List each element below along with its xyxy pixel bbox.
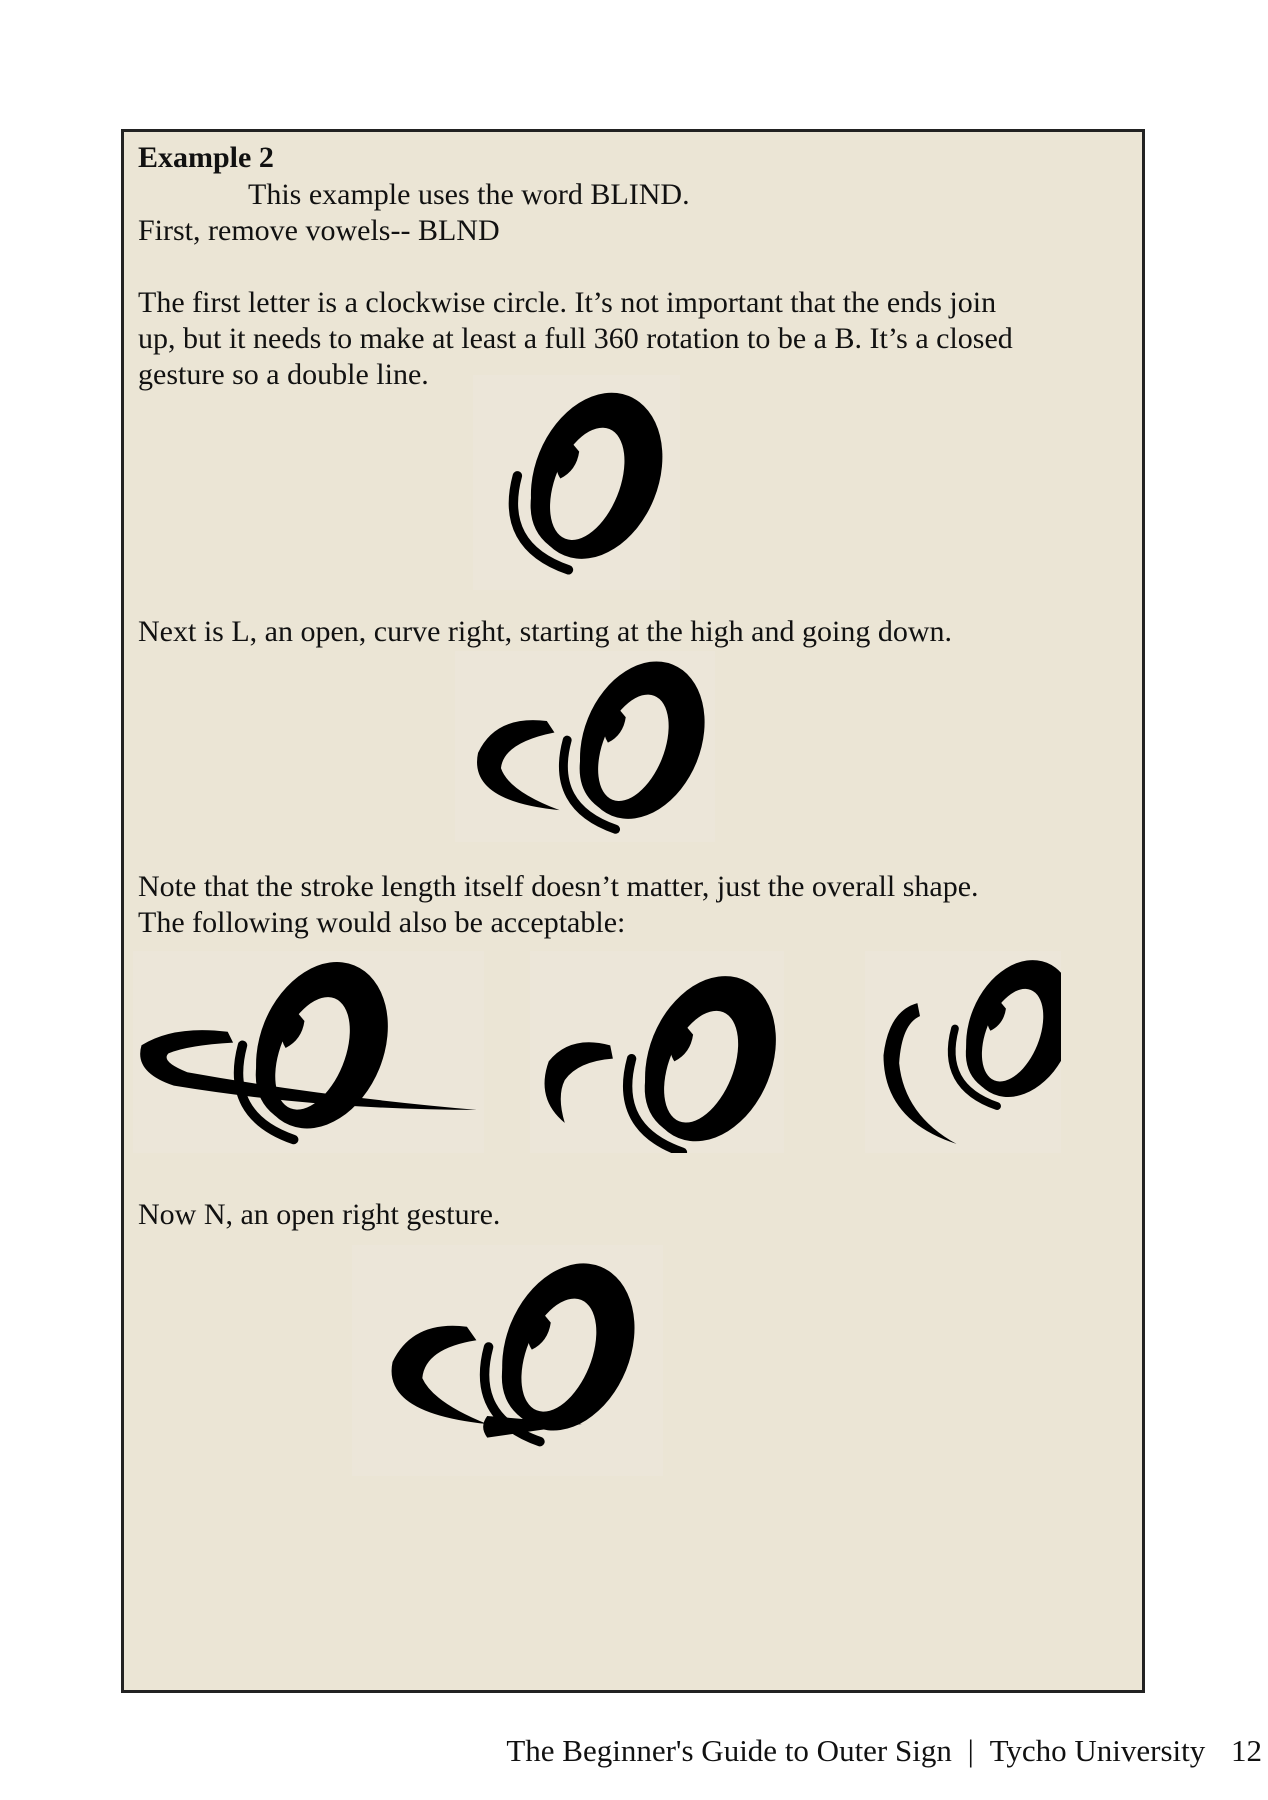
para-note-line-2: The following would also be acceptable: xyxy=(138,906,626,939)
footer-separator: | xyxy=(967,1733,974,1768)
gesture-b-figure xyxy=(473,375,680,590)
para-b-line-1: The first letter is a clockwise circle. It’s not important that the ends join xyxy=(138,286,997,319)
page-number: 12 xyxy=(1231,1733,1262,1768)
page-footer xyxy=(498,1733,1262,1769)
gesture-bl-figure xyxy=(455,651,715,842)
footer-publisher: Tycho University xyxy=(989,1733,1206,1768)
remove-vowels-text: First, remove vowels-- BLND xyxy=(138,214,500,247)
para-l-text: Next is L, an open, curve right, starting at the high and going down. xyxy=(138,615,952,648)
intro-text: This example uses the word BLIND. xyxy=(248,178,690,211)
gesture-bl-long-figure xyxy=(133,951,484,1153)
example-heading: Example 2 xyxy=(138,141,274,174)
para-note-line-1: Note that the stroke length itself doesn’t matter, just the overall shape. xyxy=(138,870,979,903)
gesture-bln-figure xyxy=(352,1245,663,1476)
gesture-bl-short-figure xyxy=(530,951,784,1153)
para-b-line-2: up, but it needs to make at least a full 360 rotation to be a B. It’s a closed xyxy=(138,322,1013,355)
para-n-text: Now N, an open right gesture. xyxy=(138,1198,501,1231)
footer-title: The Beginner's Guide to Outer Sign xyxy=(506,1733,952,1768)
para-b-line-3: gesture so a double line. xyxy=(138,358,429,391)
gesture-bl-vertical-figure xyxy=(865,951,1061,1153)
